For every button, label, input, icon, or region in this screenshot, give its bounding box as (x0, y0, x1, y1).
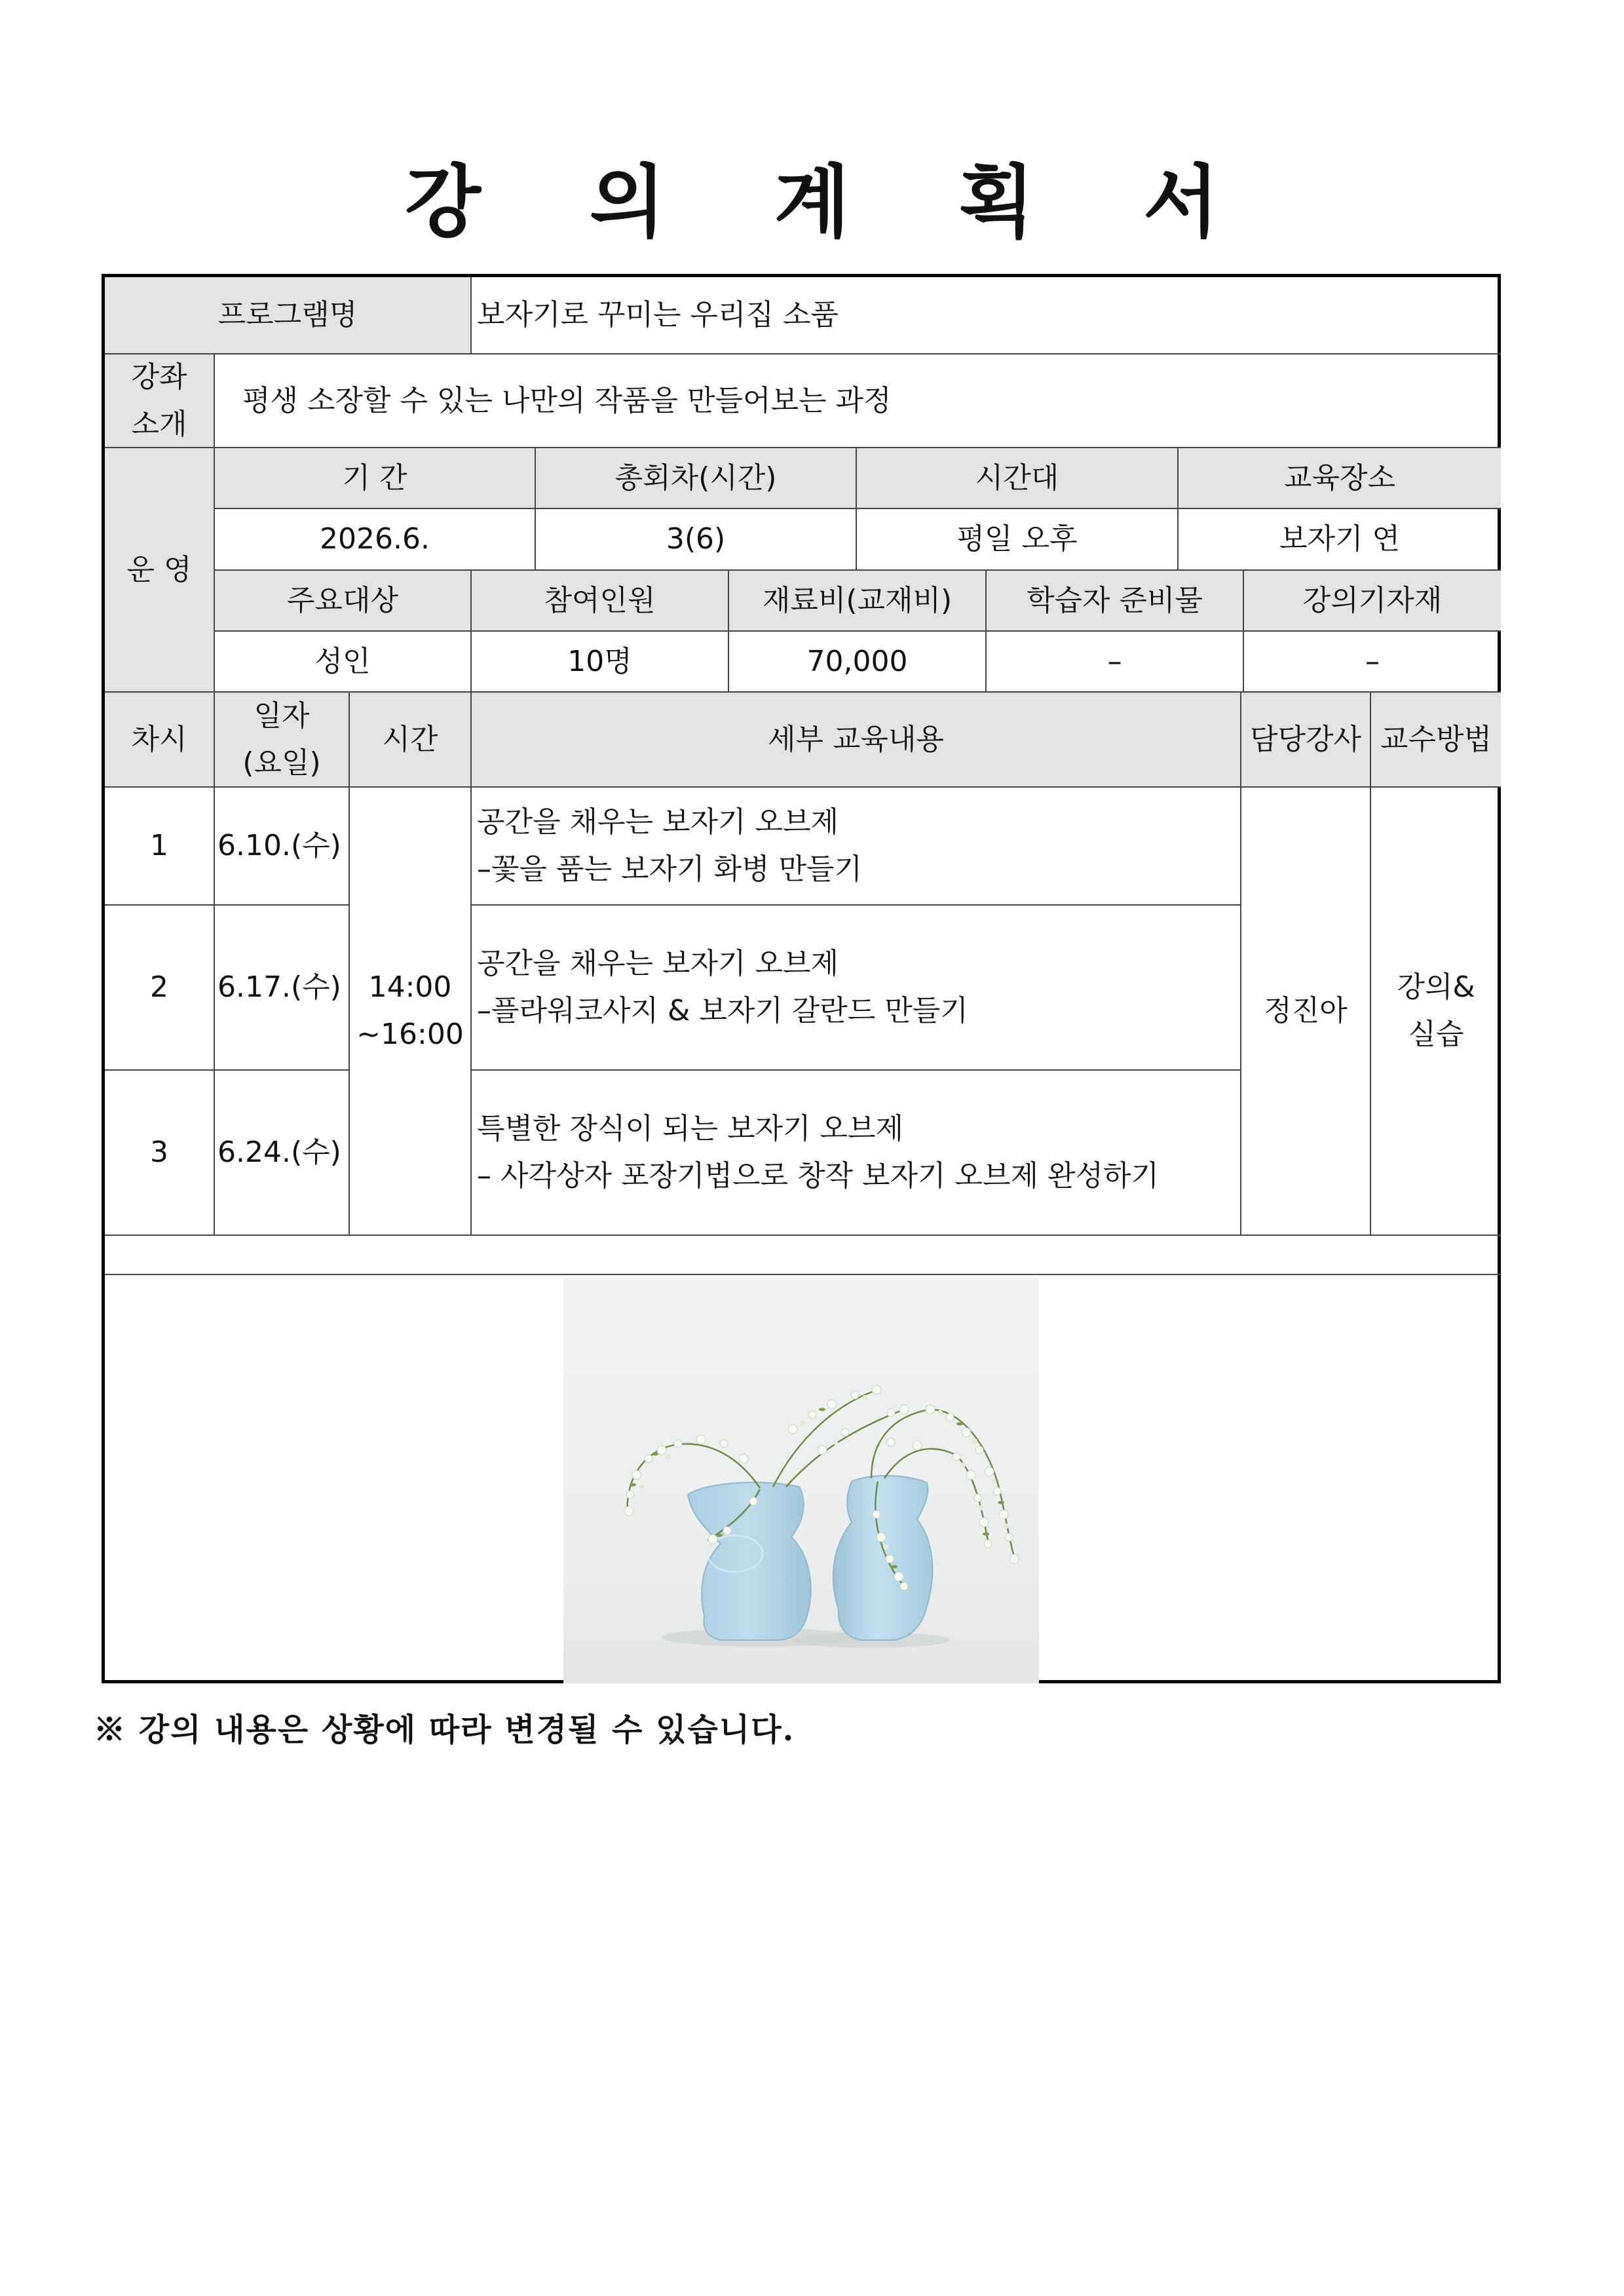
operation-label: 운 영 (105, 448, 215, 693)
material-fee-value: 70,000 (729, 632, 987, 693)
content-header: 세부 교육내용 (472, 693, 1241, 788)
target-value: 성인 (215, 632, 472, 693)
session-time: 14:00 ~16:00 (350, 788, 472, 1236)
learner-supplies-header: 학습자 준비물 (987, 571, 1244, 632)
intro-label: 강좌 소개 (105, 354, 215, 448)
bojagi-vase-photo (563, 1278, 1039, 1683)
program-label: 프로그램명 (105, 277, 472, 354)
program-value: 보자기로 꾸미는 우리집 소품 (472, 277, 1501, 354)
timeslot-value: 평일 오후 (857, 509, 1179, 571)
document-title: 강 의 계 획 서 (405, 157, 1260, 248)
sessions-value: 3(6) (536, 509, 857, 571)
target-header: 주요대상 (215, 571, 472, 632)
plan-table (102, 274, 1501, 1683)
vase-illustration (563, 1278, 1039, 1683)
session-number: 1 (105, 788, 215, 906)
period-header: 기 간 (215, 448, 536, 509)
material-fee-header: 재료비(교재비) (729, 571, 987, 632)
venue-value: 보자기 연 (1179, 509, 1501, 571)
blank-row (105, 1236, 1501, 1275)
session-date: 6.24.(수) (215, 1071, 350, 1236)
teaching-method: 강의& 실습 (1371, 788, 1501, 1236)
participants-header: 참여인원 (472, 571, 729, 632)
method-header: 교수방법 (1371, 693, 1501, 788)
footnote: ※ 강의 내용은 상황에 따라 변경될 수 있습니다. (94, 1712, 795, 1748)
session-date: 6.10.(수) (215, 788, 350, 906)
session-header: 차시 (105, 693, 215, 788)
sessions-header: 총회차(시간) (536, 448, 857, 509)
learner-supplies-value: – (987, 632, 1244, 693)
instructor-name: 정진아 (1241, 788, 1371, 1236)
equipment-value: – (1244, 632, 1501, 693)
intro-value: 평생 소장할 수 있는 나만의 작품을 만들어보는 과정 (215, 354, 1501, 448)
venue-header: 교육장소 (1179, 448, 1501, 509)
participants-value: 10명 (472, 632, 729, 693)
session-content: 특별한 장식이 되는 보자기 오브제 – 사각상자 포장기법으로 창작 보자기 오브제 완성하기 (472, 1071, 1241, 1236)
session-number: 3 (105, 1071, 215, 1236)
time-header: 시간 (350, 693, 472, 788)
equipment-header: 강의기자재 (1244, 571, 1501, 632)
session-date: 6.17.(수) (215, 906, 350, 1071)
session-content: 공간을 채우는 보자기 오브제 –플라워코사지 & 보자기 갈란드 만들기 (472, 906, 1241, 1071)
session-number: 2 (105, 906, 215, 1071)
instructor-header: 담당강사 (1241, 693, 1371, 788)
timeslot-header: 시간대 (857, 448, 1179, 509)
date-header: 일자 (요일) (215, 693, 350, 788)
session-content: 공간을 채우는 보자기 오브제 –꽃을 품는 보자기 화병 만들기 (472, 788, 1241, 906)
period-value: 2026.6. (215, 509, 536, 571)
